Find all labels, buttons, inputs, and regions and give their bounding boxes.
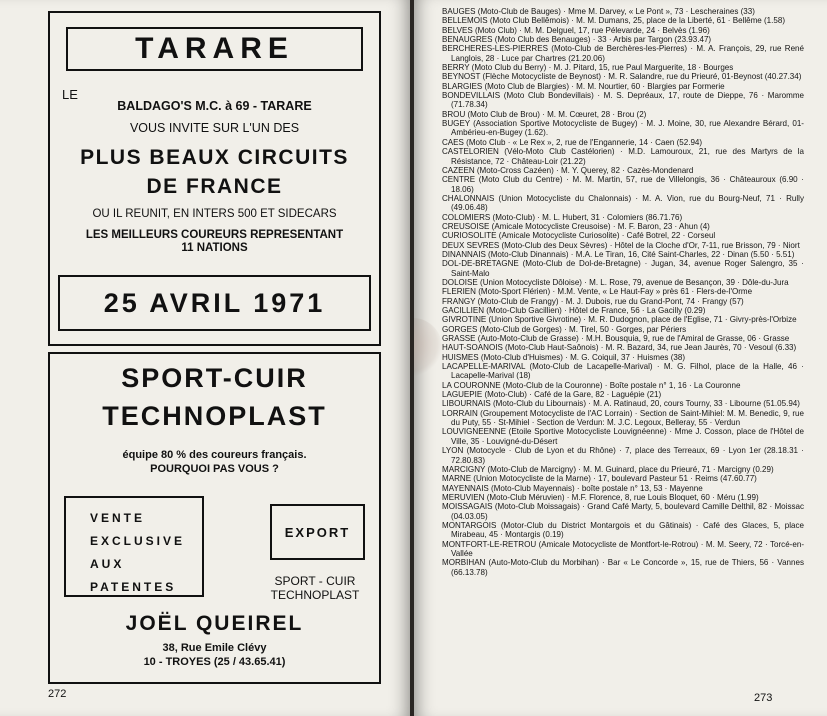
event-date: 25 AVRIL 1971 <box>58 275 371 331</box>
directory-entry: FLERIEN (Moto-Sport Flérien) · M.M. Vente, « Le Haut-Fay » près 61 · Flers-de-l'Orme <box>442 287 753 297</box>
directory-entry: FRANGY (Moto-Club de Frangy) · M. J. Dubois, rue du Grand-Pont, 74 · Frangy (57) <box>442 296 744 306</box>
vente-line: AUX <box>90 557 125 571</box>
owner-name: JOËL QUEIREL <box>125 612 304 635</box>
tarare-title: TARARE <box>66 27 363 71</box>
directory-entry: LORRAIN (Groupement Motocycliste de l'AC Lorrain) · Section de Saint-Mihiel: M. M. Benedic, 9, rue du Puty, 55 · St-Mihiel · Section de Verdun: M. J.C. Legoux, Belleray, 55 · Verdun <box>442 408 804 428</box>
vente-line: PATENTES <box>90 580 177 594</box>
directory-entry: LAGUEPIE (Moto-Club) · Café de la Gare, 82 · Laguépie (21) <box>442 390 662 400</box>
tagline-line-1: équipe 80 % des coureurs français. <box>122 449 307 461</box>
club-directory <box>442 7 804 577</box>
directory-entry: MOISSAGAIS (Moto-Club Moissagais) · Grand Café Marty, 5, boulevard Camille Delthil, 82 · Moissac (04.03.05) <box>442 502 804 521</box>
tarare-advertisement <box>48 11 381 346</box>
riders-line-2: 11 NATIONS <box>181 242 248 254</box>
sport-cuir-title: SPORT-CUIR <box>121 363 308 393</box>
directory-entry: CREUSOISE (Amicale Motocycliste Creusoise) · M. F. Baron, 23 · Ahun (4) <box>442 221 710 231</box>
riders-line-1: LES MEILLEURS COUREURS REPRESENTANT <box>85 229 344 241</box>
directory-entry: BELVES (Moto Club) · M. M. Delguel, 17, rue Pélevarde, 24 · Belvès (1.96) <box>442 25 710 35</box>
directory-entry: GRASSE (Auto-Moto-Club de Grasse) · M.H. Bousquia, 9, rue de l'Amiral de Grasse, 06 · Grasse <box>442 334 790 344</box>
right-page <box>414 0 827 716</box>
headline-line-2: DE FRANCE <box>146 175 283 198</box>
directory-entry: HAUT-SOANOIS (Moto-Club Haut-Saônois) · M. R. Bazard, 34, rue Jean Jaurès, 70 · Vesoul (6.33) <box>442 343 797 353</box>
directory-entry: GACILLIEN (Moto-Club Gacillien) · Hôtel de France, 56 · La Gacilly (0.29) <box>442 306 706 315</box>
directory-entry: BUGEY (Association Sportive Motocycliste de Bugey) · M. J. Moine, 30, rue Alexandre Bérard, 01-Ambérieu-en-Bugey (1.62). <box>442 119 804 138</box>
directory-entry: MAYENNAIS (Moto-Club Mayennais) · boîte postale n° 13, 53 · Mayenne <box>442 483 703 493</box>
directory-entry: BERCHERES-LES-PIERRES (Moto-Club de Berchères-les-Pierres) · M. A. François, 29, rue René Langlois, 28 · Luce par Chartres (21.20.06) <box>442 44 804 63</box>
directory-entry: LIBOURNAIS (Moto-Club du Libournais) · M. A. Ratinaud, 20, cours Tourny, 33 · Libourne (51.05.94) <box>442 399 800 409</box>
directory-entry: BENAUGRES (Moto Club des Benauges) · 33 · Arbis par Targon (23.93.47) <box>442 35 712 45</box>
invite-line: VOUS INVITE SUR L'UN DES <box>129 121 300 135</box>
directory-entry: CAZEEN (Moto-Cross Cazéen) · M. Y. Querey, 82 · Cazès-Mondenard <box>442 165 694 175</box>
directory-entry: LA COURONNE (Moto-Club de la Couronne) · Boîte postale n° 1, 16 · La Couronne <box>442 380 741 390</box>
page-number-right: 273 <box>754 692 773 704</box>
directory-entry: GIVROTINE (Union Sportive Givrotine) · M. R. Dudognon, place de l'Eglise, 71 · Givry-près-l'Orbize <box>442 315 797 325</box>
directory-entry: BEYNOST (Flèche Motocycliste de Beynost) · M. R. Salandre, rue du Prieuré, 01-Beynost (40.27.34) <box>442 72 802 82</box>
export-box: EXPORT <box>270 504 365 560</box>
vente-line: VENTE <box>90 511 146 525</box>
directory-entry: CENTRE (Moto Club du Centre) · M. M. Martin, 57, rue de Villelongis, 36 · Châteauroux (6.90 · 18.06) <box>442 175 804 194</box>
directory-entry: CASTELORIEN (Vélo-Moto Club Castélorien) · M.D. Lamouroux, 21, rue des Martyrs de la Résistance, 72 · Château-Loir (21.22) <box>442 147 804 166</box>
directory-entry: MERUVIEN (Moto-Club Méruvien) · M.F. Florence, 8, rue Louis Bloquet, 60 · Méru (1.99) <box>442 492 759 502</box>
tagline-line-2: POURQUOI PAS VOUS ? <box>150 463 279 475</box>
directory-entry: MORBIHAN (Auto-Moto-Club du Morbihan) · Bar « Le Concorde », 15, rue de Thiers, 56 · Vannes (66.13.78) <box>442 558 804 577</box>
address-line: 38, Rue Emile Clévy <box>162 642 267 654</box>
directory-entry: DOLOISE (Union Motocycliste Dôloise) · M. L. Rose, 79, avenue de Besançon, 39 · Dôle-du-Jura <box>442 277 789 287</box>
technoplast-title: TECHNOPLAST <box>102 401 327 431</box>
directory-entry: DOL-DE-BRETAGNE (Moto-Club de Dol-de-Bretagne) · Jugan, 34, avenue Roger Salengro, 35 · Saint-Malo <box>442 259 804 278</box>
directory-entry: BAUGES (Moto-Club de Bauges) · Mme M. Darvey, « Le Pont », 73 · Lescheraines (33) <box>442 7 755 16</box>
brand-small-line-1: SPORT - CUIR <box>274 574 356 588</box>
directory-entry: BELLEMOIS (Moto Club Bellêmois) · M. M. Dumans, 25, place de la Liberté, 61 · Bellême (1.58) <box>442 16 786 26</box>
city-phone-line: 10 - TROYES (25 / 43.65.41) <box>143 656 286 668</box>
vente-box <box>64 496 204 597</box>
directory-entry: DINANNAIS (Moto-Club Dinannais) · M.A. Le Tiran, 16, Cité Saint-Charles, 22 · Dinan (5.50 · 5.51) <box>442 249 795 259</box>
library-stamp <box>414 318 442 376</box>
directory-entry: CURIOSOLITE (Amicale Motocycliste Curiosolite) · Café Botrel, 22 · Corseul <box>442 231 716 241</box>
directory-entry: GORGES (Moto-Club de Gorges) · M. Tirel, 50 · Gorges, par Périers <box>442 324 687 334</box>
organizer-line: BALDAGO'S M.C. à 69 - TARARE <box>117 99 312 113</box>
headline-line-1: PLUS BEAUX CIRCUITS <box>80 146 349 169</box>
directory-entry: COLOMIERS (Moto-Club) · M. L. Hubert, 31 · Colomiers (86.71.76) <box>442 212 683 222</box>
directory-entry: DEUX SEVRES (Moto-Club des Deux Sèvres) · Hôtel de la Cloche d'Or, 7-11, rue Brisson, 79 · Niort <box>442 240 800 250</box>
directory-entry: BONDEVILLAIS (Moto Club Bondevillais) · M. S. Depréaux, 17, route de Dieppe, 76 · Maromme (71.78.34) <box>442 91 804 110</box>
vente-line: EXCLUSIVE <box>90 534 186 548</box>
directory-entry: HUISMES (Moto-Club d'Huismes) · M. G. Coiquil, 37 · Huismes (38) <box>442 352 685 362</box>
sport-cuir-advertisement <box>48 352 381 684</box>
directory-entry: MONTARGOIS (Motor-Club du District Montargois et du Gâtinais) · Café des Glaces, 5, place Mirabeau, 45 · Montargis (0.19) <box>442 520 804 540</box>
brand-small-line-2: TECHNOPLAST <box>270 588 360 602</box>
directory-entry: LACAPELLE-MARIVAL (Moto-Club de Lacapelle-Marival) · M. G. Filhol, place de la Halle, 46 · Lacapelle-Marival (18) <box>442 362 804 381</box>
directory-entry: BERRY (Moto Club du Berry) · M. J. Pitard, 15, rue Paul Marguerite, 18 · Bourges <box>442 63 734 73</box>
le-label: LE <box>62 87 78 102</box>
directory-entry: MARNE (Union Motocycliste de la Marne) · 17, boulevard Pasteur 51 · Reims (47.60.77) <box>442 474 757 484</box>
classes-line: OU IL REUNIT, EN INTERS 500 ET SIDECARS <box>92 208 337 220</box>
directory-entry: CAES (Moto Club · « Le Rex », 2, rue de l'Engannerie, 14 · Caen (52.94) <box>442 137 703 147</box>
directory-entry: CHALONNAIS (Union Motocycliste du Chalonnais) · M. A. Vion, rue du Bourg-Neuf, 71 · Rully (49.06.48) <box>442 193 804 213</box>
directory-entry: BLARGIES (Moto Club de Blargies) · M. M. Nourtier, 60 · Blargies par Formerie <box>442 81 725 91</box>
directory-entry: MONTFORT-LE-RETROU (Amicale Motocycliste de Montfort-le-Rotrou) · M. M. Seery, 72 · Torcé-en-Vallée <box>442 539 804 558</box>
directory-entry: LOUVIGNEENNE (Etoile Sportive Motocycliste Louvignéenne) · Mme J. Cosson, place de l'Hôtel de Ville, 35 · Louvigné-du-Désert <box>442 427 804 446</box>
page-number-left: 272 <box>48 688 67 700</box>
directory-entry: LYON (Motocycle · Club de Lyon et du Rhône) · 7, place des Terreaux, 69 · Lyon 1er (28.18.31 · 72.80.83) <box>442 446 804 465</box>
directory-entry: MARCIGNY (Moto-Club de Marcigny) · M. M. Guinard, place du Prieuré, 71 · Marcigny (0.29) <box>442 464 774 474</box>
directory-entry: BROU (Moto Club de Brou) · M. M. Cœuret, 28 · Brou (2) <box>442 109 647 119</box>
left-page <box>0 0 410 716</box>
